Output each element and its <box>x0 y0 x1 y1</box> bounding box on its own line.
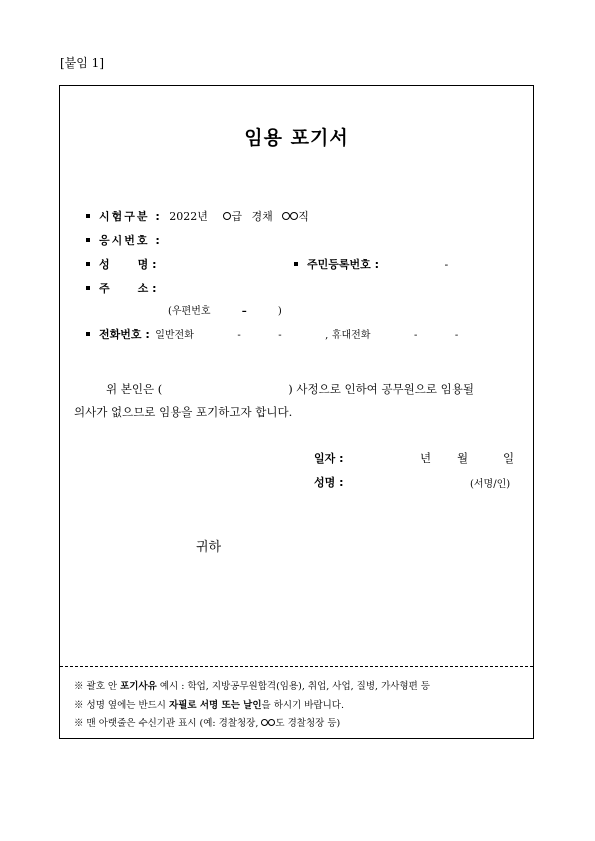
postal-code-row <box>168 302 282 317</box>
address-label-b: 소 : <box>137 282 157 295</box>
job-suffix: 직 <box>298 210 309 223</box>
bullet-icon <box>86 214 90 218</box>
date-label: 일자 : <box>314 452 344 465</box>
note-3-suffix: 도 경찰청장 등) <box>275 718 341 729</box>
resident-number-row <box>294 256 448 272</box>
month-unit: 월 <box>457 451 469 465</box>
phone-separator: - <box>278 330 282 341</box>
form-frame <box>59 85 534 739</box>
phone-separator: - <box>454 330 459 341</box>
statement-line-1-end: ) 사정으로 인하여 공무원으로 임용될 <box>288 382 474 396</box>
note-1-prefix: ※ 괄호 안 <box>74 681 118 692</box>
name-row <box>86 256 157 272</box>
statement-line-1-start: 위 본인은 ( <box>106 382 163 396</box>
exam-field: 경채 <box>251 210 273 223</box>
landline-label: 일반전화 <box>155 330 194 341</box>
phone-separator: - <box>413 330 418 341</box>
statement-line-1 <box>74 378 522 401</box>
phone-row <box>86 326 458 342</box>
postal-separator: – <box>241 306 247 317</box>
postal-close: ) <box>277 306 282 317</box>
exam-type-label: 시험구분 : <box>99 210 162 223</box>
bullet-icon <box>86 332 90 336</box>
note-2-suffix: 을 하시기 바랍니다. <box>261 700 345 711</box>
exam-number-label: 응시번호 : <box>99 234 162 247</box>
note-1-bold: 포기사유 <box>120 681 157 692</box>
phone-comma: , <box>325 330 329 341</box>
bullet-icon <box>86 238 90 242</box>
statement-line-2: 의사가 없으므로 임용을 포기하고자 합니다. <box>74 405 293 419</box>
note-1 <box>74 678 430 692</box>
form-title: 임용 포기서 <box>244 127 349 149</box>
bullet-icon <box>86 262 90 266</box>
bullet-icon <box>294 262 298 266</box>
grade-suffix: 급 <box>231 210 242 223</box>
phone-separator: - <box>237 330 241 341</box>
exam-year: 2022년 <box>169 210 208 223</box>
note-2-prefix: ※ 성명 옆에는 반드시 <box>74 700 166 711</box>
note-1-suffix: 예시 : 학업, 지방공무원합격(임용), 취업, 사업, 질병, 가사형편 등 <box>159 681 430 692</box>
address-label-a: 주 <box>99 282 110 295</box>
seal-note: (서명/인) <box>470 479 511 490</box>
mobile-label: 휴대전화 <box>331 330 371 341</box>
circle-icon <box>282 212 290 220</box>
bullet-icon <box>86 286 90 290</box>
name-label-a: 성 <box>99 258 110 271</box>
circle-icon <box>261 719 268 726</box>
exam-number-row <box>86 232 162 248</box>
postal-open: (우편번호 <box>168 306 211 317</box>
addressee: 귀하 <box>196 540 222 555</box>
note-2-bold: 자필로 서명 또는 날인 <box>169 700 262 711</box>
phone-label: 전화번호 : <box>99 328 150 341</box>
note-2 <box>74 697 344 711</box>
year-unit: 년 <box>420 451 432 465</box>
attachment-label: [붙임 1] <box>60 56 104 70</box>
resident-number-separator: - <box>444 258 449 271</box>
address-row <box>86 280 157 296</box>
exam-type-row <box>86 208 309 224</box>
day-unit: 일 <box>503 451 515 465</box>
resident-number-label: 주민등록번호 : <box>307 258 379 271</box>
note-3-prefix: ※ 맨 아랫줄은 수신기관 표시 (예: 경찰청장, <box>74 718 259 729</box>
name-label-b: 명 : <box>137 258 157 271</box>
note-3 <box>74 715 340 729</box>
statement <box>74 378 522 424</box>
signer-name-label: 성명 : <box>314 476 344 489</box>
dashed-divider <box>60 666 533 667</box>
